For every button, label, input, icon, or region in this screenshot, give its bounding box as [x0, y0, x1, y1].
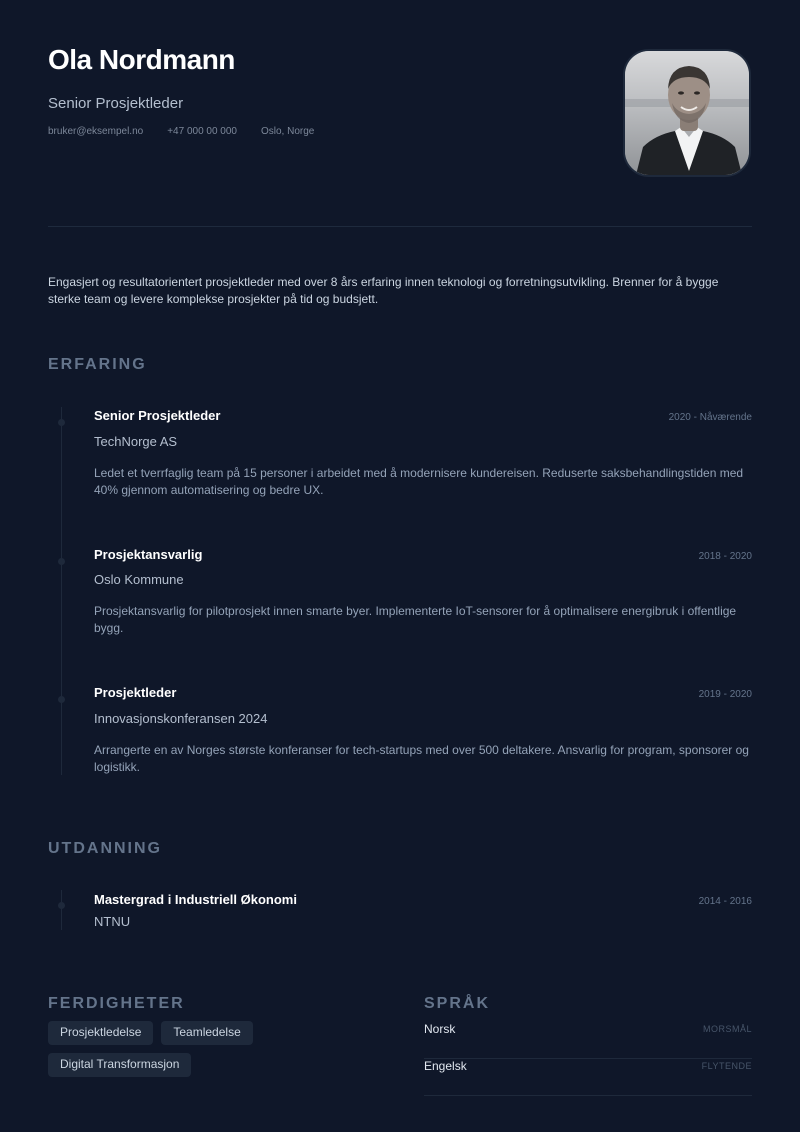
skill-chip: Prosjektledelse: [48, 1021, 153, 1045]
experience-description: Arrangerte en av Norges største konferanser for tech-startups med over 500 deltakere. Ansvarlig for program, sponsorer og logistikk.: [94, 743, 749, 774]
experience-timeline: [61, 407, 62, 775]
language-name: Engelsk: [424, 1059, 467, 1073]
person-name: Ola Nordmann: [48, 44, 235, 75]
languages-heading: SPRÅK: [424, 995, 491, 1012]
contact-info: [48, 126, 314, 137]
experience-org: TechNorge AS: [94, 434, 178, 449]
language-row: [424, 1022, 752, 1059]
education-heading: UTDANNING: [48, 840, 162, 857]
skills-list: [48, 1021, 388, 1077]
experience-date: 2019 - 2020: [698, 689, 752, 700]
portrait-image: [625, 51, 751, 177]
experience-org: Oslo Kommune: [94, 572, 184, 587]
header-divider: [48, 226, 752, 227]
language-level: FLYTENDE: [701, 1061, 752, 1071]
education-degree: Mastergrad i Industriell Økonomi: [94, 892, 297, 907]
skill-chip: Teamledelse: [161, 1021, 252, 1045]
experience-title: Prosjektleder: [94, 685, 177, 700]
experience-date: 2020 - Nåværende: [668, 412, 752, 423]
experience-heading: ERFARING: [48, 356, 147, 373]
email-text: bruker@eksempel.no: [48, 126, 144, 137]
timeline-dot: [58, 558, 65, 565]
timeline-dot: [58, 419, 65, 426]
experience-description: Ledet et tverrfaglig team på 15 personer i arbeidet med å modernisere kundereisen. Reduserte saksbehandlingstiden med 40% gjennom automatisering og bedre UX.: [94, 466, 744, 497]
skill-chip: Digital Transformasjon: [48, 1053, 191, 1077]
education-timeline: [61, 890, 62, 930]
language-row: [424, 1059, 752, 1096]
language-level: MORSMÅL: [702, 1024, 752, 1034]
location-text: Oslo, Norge: [261, 126, 315, 137]
language-name: Norsk: [424, 1022, 456, 1036]
resume-page: [48, 0, 752, 1132]
profile-photo: [623, 49, 751, 177]
education-date: 2014 - 2016: [698, 896, 752, 907]
job-title: Senior Prosjektleder: [48, 95, 184, 112]
experience-title: Senior Prosjektleder: [94, 408, 221, 423]
phone-text: +47 000 00 000: [167, 126, 237, 137]
timeline-dot: [58, 902, 65, 909]
experience-title: Prosjektansvarlig: [94, 547, 203, 562]
education-school: NTNU: [94, 914, 131, 929]
experience-date: 2018 - 2020: [698, 551, 752, 562]
timeline-dot: [58, 696, 65, 703]
skills-heading: FERDIGHETER: [48, 995, 185, 1012]
experience-description: Prosjektansvarlig for pilotprosjekt innen smarte byer. Implementerte IoT-sensorer for å optimalisere energibruk i offentlige bygg.: [94, 604, 737, 635]
profile-summary: Engasjert og resultatorientert prosjektleder med over 8 års erfaring innen teknologi og forretningsutvikling. Brenner for å bygge sterke team og levere komplekse prosjekter på tid og budsjett.: [48, 275, 719, 306]
experience-org: Innovasjonskonferansen 2024: [94, 711, 268, 726]
